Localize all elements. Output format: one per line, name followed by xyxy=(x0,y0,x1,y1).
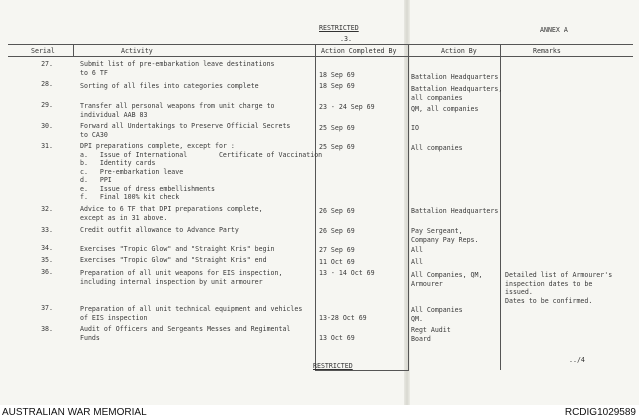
column-header-remarks: Remarks xyxy=(533,47,561,55)
archive-reference: RCDIG1029589 xyxy=(564,407,636,418)
row-serial: 33. xyxy=(41,226,53,234)
row-serial: 29. xyxy=(41,101,53,109)
row-serial: 34. xyxy=(41,244,53,252)
page-fold xyxy=(404,0,410,405)
row-activity: Exercises "Tropic Glow" and "Straight Kris" end xyxy=(80,256,267,264)
row-completed: 26 Sep 69 xyxy=(319,227,355,235)
row-activity: Forward all Undertakings to Preserve Official Secrets to CA30 xyxy=(80,122,291,139)
row-completed: 18 Sep 69 xyxy=(319,71,355,79)
archive-footer xyxy=(0,405,639,420)
row-action-by: Pay Sergeant, Company Pay Reps. xyxy=(411,227,479,244)
row-activity: Submit list of pre-embarkation leave destinations to 6 TF xyxy=(80,60,275,77)
column-header-completed: Action Completed By xyxy=(321,47,397,55)
table-top-rule xyxy=(8,44,633,45)
row-activity: Exercises "Tropic Glow" and "Straight Kris" begin xyxy=(80,245,275,253)
row-serial: 36. xyxy=(41,268,53,276)
row-serial: 28. xyxy=(41,80,53,88)
row-serial: 35. xyxy=(41,256,53,264)
row-action-by: Battalion Headquarters xyxy=(411,207,499,215)
column-header-action-by: Action By xyxy=(441,47,477,55)
column-divider-serial xyxy=(73,44,74,56)
row-completed: 13-28 Oct 69 xyxy=(319,314,367,322)
column-header-activity: Activity xyxy=(121,47,153,55)
row-completed: 25 Sep 69 xyxy=(319,124,355,132)
row-serial: 30. xyxy=(41,122,53,130)
row-completed: 18 Sep 69 xyxy=(319,82,355,90)
row-activity: Preparation of all unit technical equipment and vehicles of EIS inspection xyxy=(80,305,303,322)
archive-name: AUSTRALIAN WAR MEMORIAL xyxy=(2,407,147,418)
row-activity: Audit of Officers and Sergeants Messes and Regimental Funds xyxy=(80,325,291,342)
row-activity: Credit outfit allowance to Advance Party xyxy=(80,226,239,234)
row-action-by: QM, all companies xyxy=(411,105,479,113)
row-activity: DPI preparations complete, except for : a. Issue of International Certificate of Vaccination b. Identity cards c. Pre-embarkation leave d. PPI e. Issue of dress embellishments f. Final 100% kit check xyxy=(80,142,323,201)
row-serial: 38. xyxy=(41,325,53,333)
row-completed: 13 Oct 69 xyxy=(319,334,355,342)
row-serial: 27. xyxy=(41,60,53,68)
row-remarks: Detailed list of Armourer's inspection dates to be issued. Dates to be confirmed. xyxy=(505,271,613,305)
row-action-by: All companies xyxy=(411,144,463,152)
row-action-by: All xyxy=(411,258,423,266)
row-action-by: Regt Audit Board xyxy=(411,326,451,343)
row-serial: 32. xyxy=(41,205,53,213)
row-completed: 25 Sep 69 xyxy=(319,143,355,151)
security-classification-bottom: RESTRICTED xyxy=(313,362,353,370)
security-classification-top: RESTRICTED xyxy=(319,24,359,32)
row-completed: 26 Sep 69 xyxy=(319,207,355,215)
row-action-by: All Companies, QM, Armourer xyxy=(411,271,483,288)
row-completed: 27 Sep 69 xyxy=(319,246,355,254)
annex-label: ANNEX A xyxy=(540,26,568,34)
row-action-by: Battalion Headquarters, all companies xyxy=(411,85,503,102)
row-action-by: Battalion Headquarters xyxy=(411,73,499,81)
column-header-serial: Serial xyxy=(31,47,55,55)
table-bottom-rule xyxy=(315,370,409,371)
column-divider-action-by xyxy=(408,44,409,370)
row-action-by: All xyxy=(411,246,423,254)
row-action-by: All Companies QM. xyxy=(411,306,463,323)
row-activity: Preparation of all unit weapons for EIS inspection, including internal inspection by unit armourer xyxy=(80,269,283,286)
row-activity: Advice to 6 TF that DPI preparations complete, except as in 31 above. xyxy=(80,205,263,222)
row-serial: 31. xyxy=(41,142,53,150)
table-header-rule xyxy=(8,56,633,57)
page-number: .3. xyxy=(340,35,352,43)
next-page-reference: ../4 xyxy=(569,356,585,364)
row-completed: 11 Oct 69 xyxy=(319,258,355,266)
column-divider-completed xyxy=(315,44,316,370)
row-completed: 23 - 24 Sep 69 xyxy=(319,103,375,111)
row-completed: 13 - 14 Oct 69 xyxy=(319,269,375,277)
row-activity: Transfer all personal weapons from unit charge to individual AAB 83 xyxy=(80,102,275,119)
row-serial: 37. xyxy=(41,304,53,312)
row-action-by: IO xyxy=(411,124,419,132)
row-activity: Sorting of all files into categories complete xyxy=(80,82,259,90)
